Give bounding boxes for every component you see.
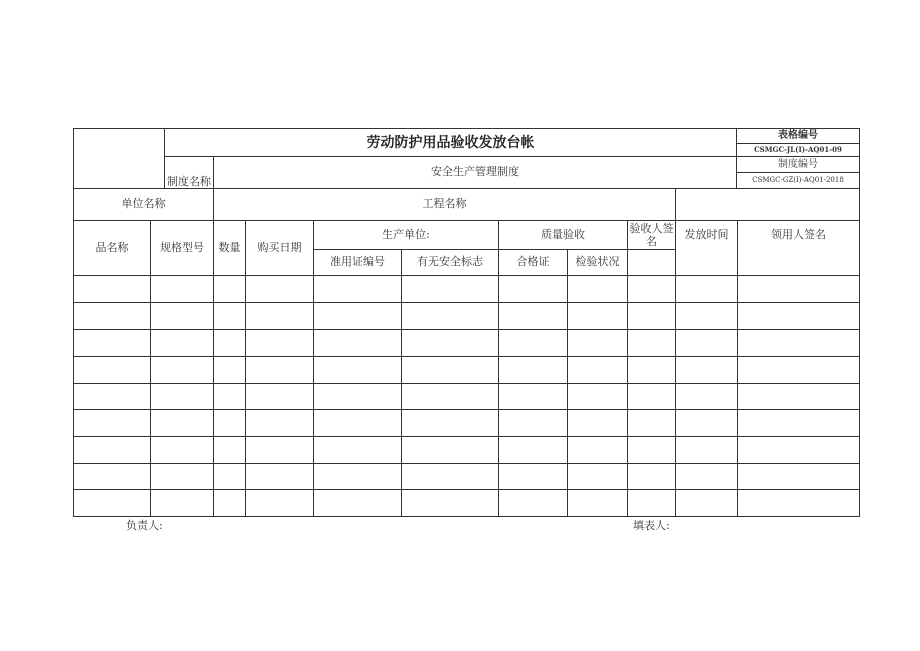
row-line bbox=[73, 489, 860, 490]
system-no-value: CSMGC-GZ(I)-AQ01-2018 bbox=[752, 175, 844, 184]
form-no-label: 表格编号 bbox=[778, 130, 818, 142]
col-inspection-status: 检验状况 bbox=[575, 255, 620, 269]
col-line bbox=[401, 249, 402, 517]
row-line bbox=[73, 329, 860, 330]
col-permit-no: 准用证编号 bbox=[330, 255, 385, 269]
system-name-label: 制度名称 bbox=[167, 175, 211, 188]
col-certificate: 合格证 bbox=[516, 255, 550, 269]
col-line bbox=[737, 220, 738, 517]
col-issue-time: 发放时间 bbox=[684, 227, 729, 241]
border-right bbox=[859, 128, 860, 517]
filler-label: 填表人: bbox=[633, 519, 670, 532]
row-line bbox=[73, 463, 860, 464]
col-line bbox=[675, 220, 676, 517]
unit-name-label: 单位名称 bbox=[121, 197, 166, 211]
col-spec-model: 规格型号 bbox=[160, 240, 204, 254]
row-line bbox=[73, 356, 860, 357]
project-name-label: 工程名称 bbox=[422, 197, 467, 211]
col-product-name: 品名称 bbox=[95, 240, 129, 254]
row-line bbox=[73, 383, 860, 384]
row-line bbox=[73, 275, 860, 276]
col-receiver-sign: 验收人签名 bbox=[629, 221, 674, 248]
col-recipient-sign: 领用人签名 bbox=[771, 227, 826, 241]
col-line bbox=[627, 220, 628, 517]
responsible-label: 负责人: bbox=[126, 519, 163, 532]
page-title: 劳动防护用品验收发放台帐 bbox=[366, 134, 535, 151]
col-manufacturer: 生产单位: bbox=[382, 227, 430, 241]
col-purchase-date: 购买日期 bbox=[257, 240, 302, 254]
col-quality-check: 质量验收 bbox=[541, 227, 585, 241]
border-left bbox=[73, 128, 74, 517]
system-name-value: 安全生产管理制度 bbox=[431, 164, 519, 178]
form-no-value: CSMGC-JL(I)-AQ01-09 bbox=[754, 144, 842, 154]
col-safety-mark: 有无安全标志 bbox=[417, 255, 483, 269]
col-line bbox=[567, 249, 568, 517]
system-no-label: 制度编号 bbox=[778, 158, 818, 170]
row-line bbox=[73, 436, 860, 437]
divider bbox=[675, 188, 676, 220]
col-quantity: 数量 bbox=[218, 240, 241, 254]
row-line bbox=[73, 409, 860, 410]
row-line bbox=[73, 302, 860, 303]
border-bottom bbox=[73, 516, 860, 517]
